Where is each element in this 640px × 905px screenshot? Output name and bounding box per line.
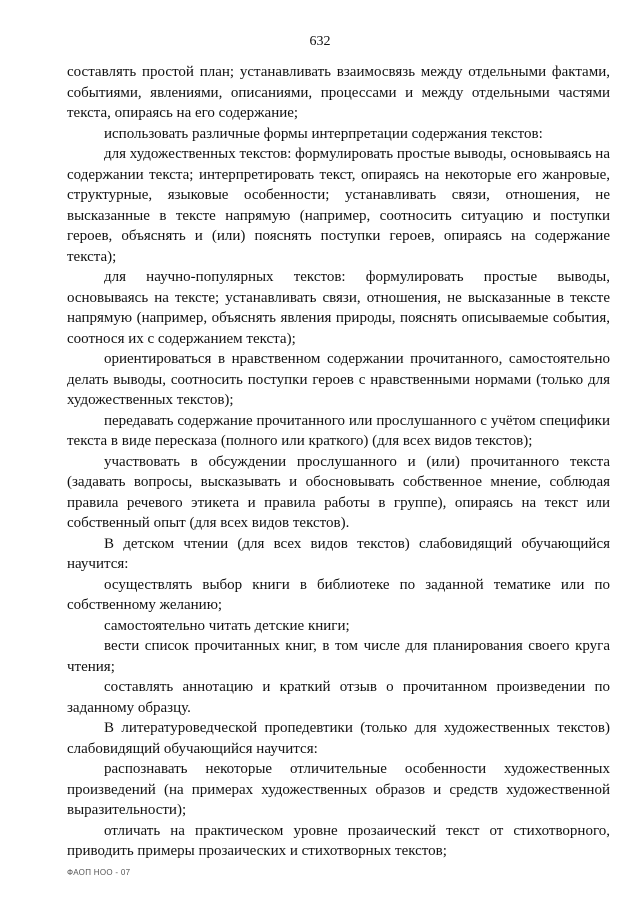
paragraph: ориентироваться в нравственном содержании прочитанного, самостоятельно делать выводы, соотносить поступки героев с нравственными нормами (только для художественных текстов); [67, 351, 610, 408]
paragraph: передавать содержание прочитанного или прослушанного с учётом специфики текста в виде пересказа (полного или краткого) (для всех видов текстов); [67, 412, 610, 449]
paragraph: самостоятельно читать детские книги; [104, 617, 350, 634]
paragraph: составлять аннотацию и краткий отзыв о прочитанном произведении по заданному образцу. [67, 679, 610, 716]
body-text [67, 62, 610, 862]
paragraph: вести список прочитанных книг, в том числе для планирования своего круга чтения; [67, 638, 610, 675]
paragraph: для научно-популярных текстов: формулировать простые выводы, основываясь на тексте; устанавливать связи, отношения, не высказанные в тексте напрямую (например, объяснять явления природы, пояснять описываемые события, соотнося их с содержанием текста); [67, 269, 610, 347]
footer-mark: ФАОП НОО - 07 [67, 868, 131, 877]
paragraph: В литературоведческой пропедевтики (только для художественных текстов) слабовидящий обучающийся научится: [67, 720, 610, 757]
paragraph: осуществлять выбор книги в библиотеке по заданной тематике или по собственному желанию; [67, 576, 610, 613]
paragraph: участвовать в обсуждении прослушанного и (или) прочитанного текста (задавать вопросы, высказывать и обосновывать собственное мнение, соблюдая правила речевого этикета и правила работы в группе), опираясь на текст или собственный опыт (для всех видов текстов). [67, 453, 610, 531]
page-number: 632 [309, 34, 331, 49]
paragraph: составлять простой план; устанавливать взаимосвязь между отдельными фактами, событиями, явлениями, описаниями, процессами и между отдельными частями текста, опираясь на его содержание; [67, 64, 610, 121]
paragraph: В детском чтении (для всех видов текстов) слабовидящий обучающийся научится: [67, 535, 610, 572]
paragraph: отличать на практическом уровне прозаический текст от стихотворного, приводить примеры прозаических и стихотворных текстов; [67, 822, 610, 859]
paragraph: распознавать некоторые отличительные особенности художественных произведений (на примерах художественных образов и средств художественной выразительности); [67, 761, 610, 818]
paragraph: для художественных текстов: формулировать простые выводы, основываясь на содержании текста; интерпретировать текст, опираясь на некоторые его жанровые, структурные, языковые особенности; устанавливать связи, отношения, не высказанные в тексте напрямую (например, соотносить ситуацию и поступки героев, объяснять и (или) пояснять поступки героев, опираясь на содержание текста); [67, 146, 610, 265]
paragraph: использовать различные формы интерпретации содержания текстов: [104, 125, 543, 142]
